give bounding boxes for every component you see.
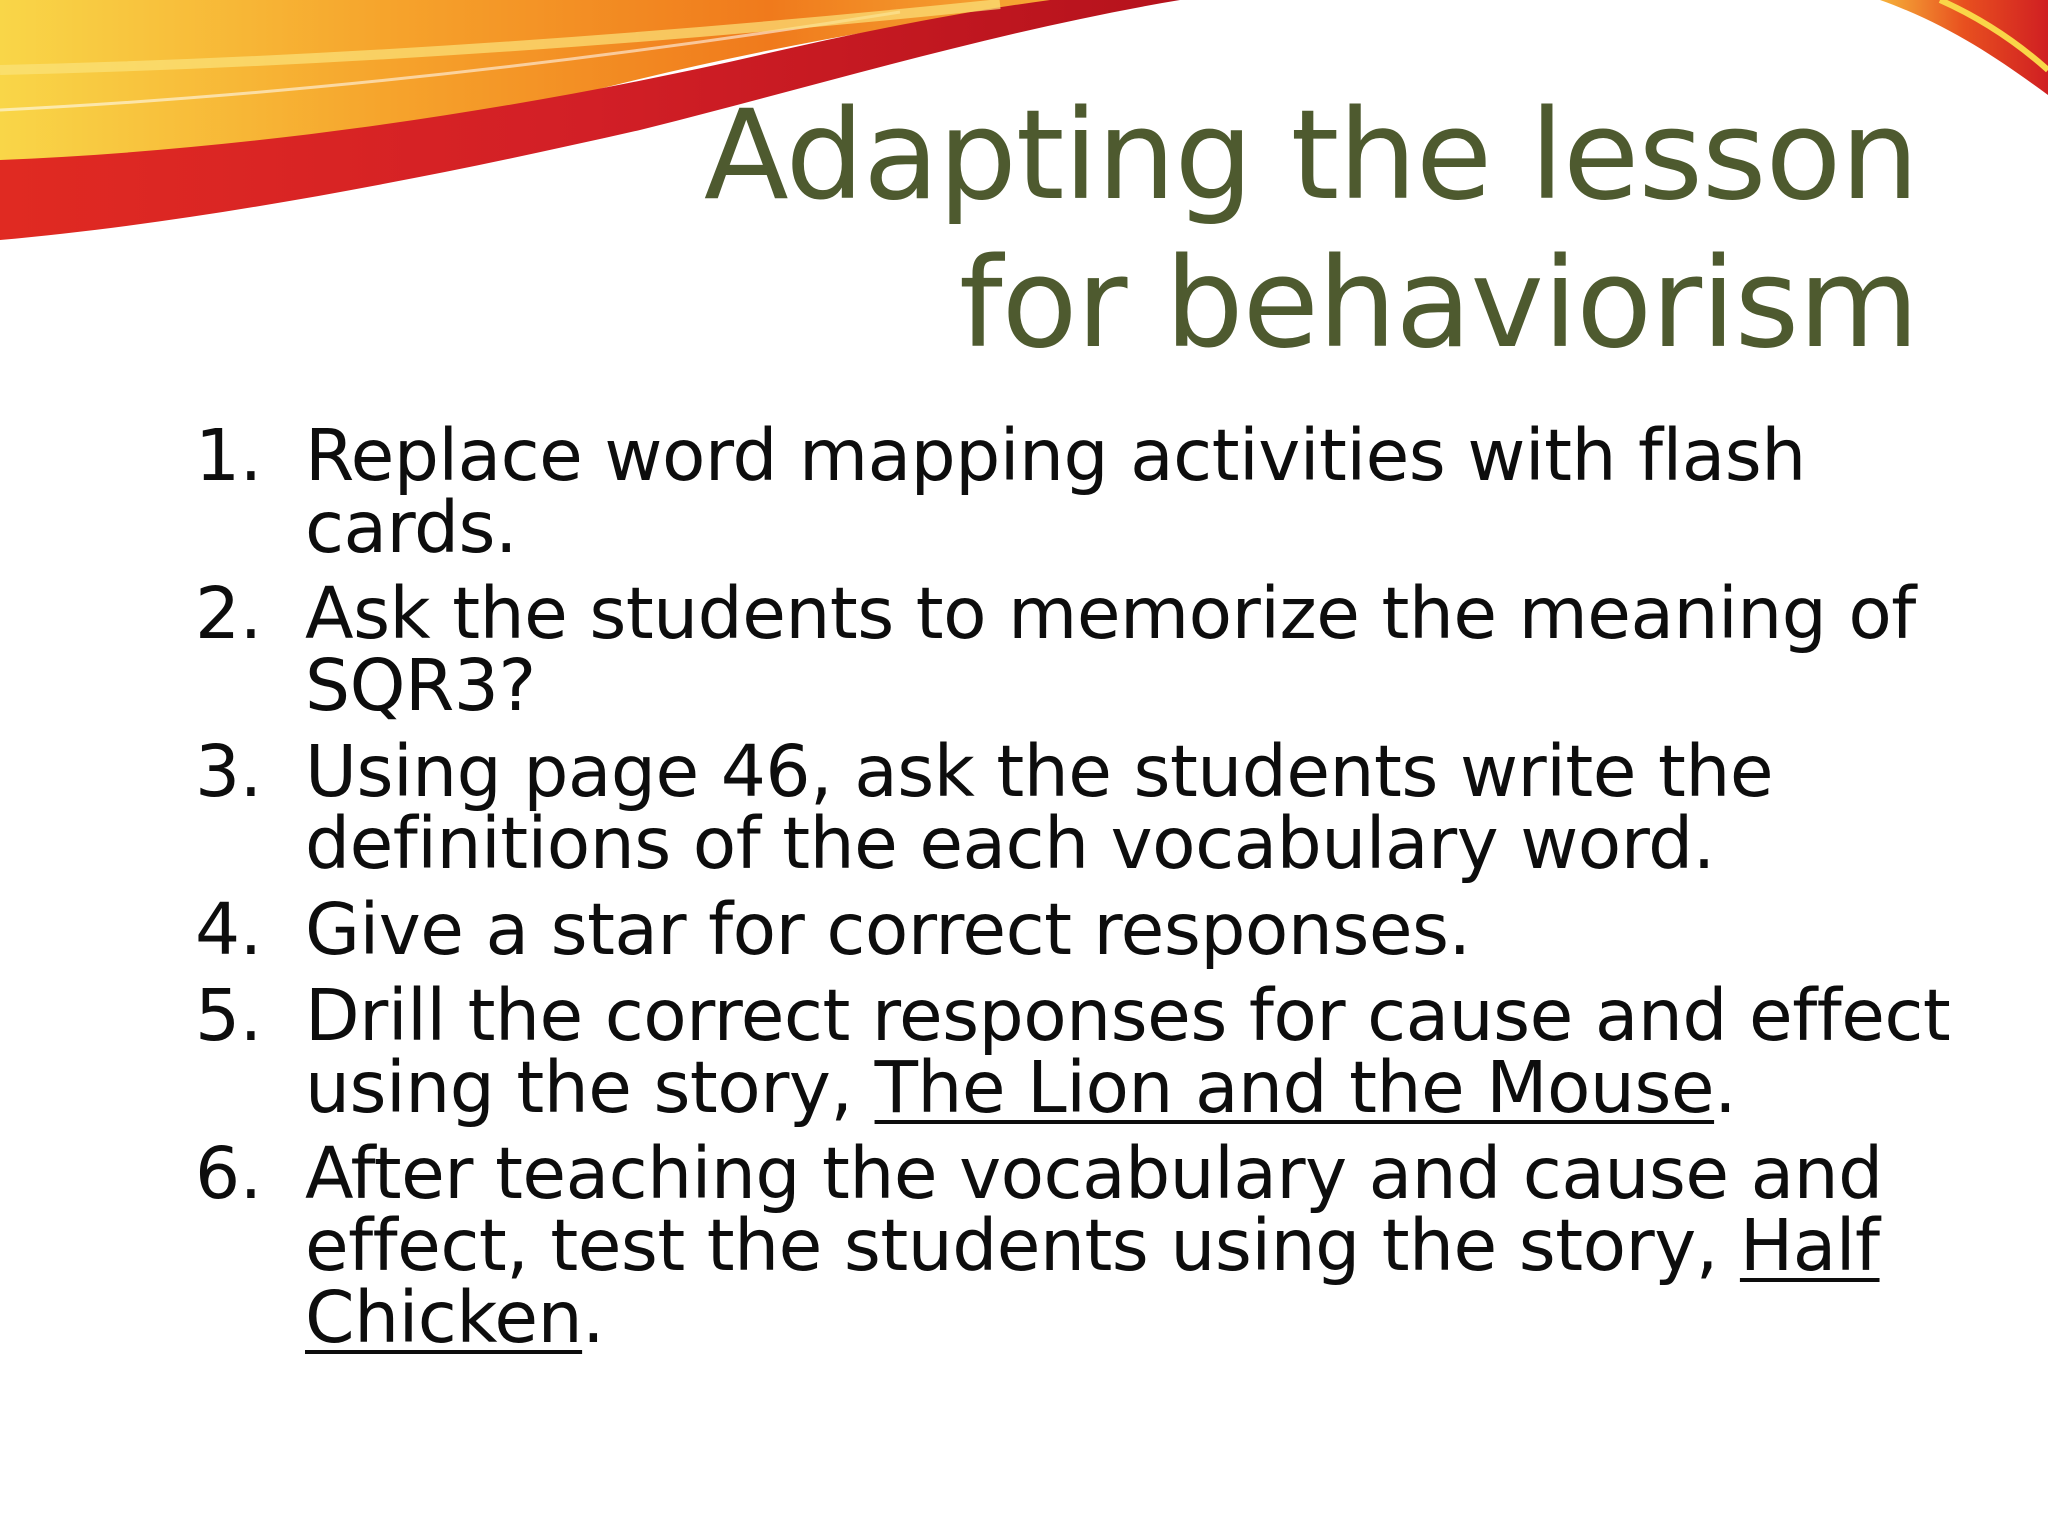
item-text: After teaching the vocabulary and cause and effect, test the students using the story,	[305, 1132, 1883, 1287]
item-text: Drill the correct responses for cause and effect using the story,	[305, 974, 1951, 1129]
item-number: 6.	[195, 1132, 262, 1215]
item-number: 3.	[195, 730, 262, 813]
list-item-1	[195, 414, 1955, 569]
item-number: 4.	[195, 888, 262, 971]
adaptation-steps-list	[195, 414, 1955, 1368]
item-text: Using page 46, ask the students write the definitions of the each vocabulary word.	[305, 730, 1774, 885]
item-text: Give a star for correct responses.	[305, 888, 1471, 971]
title-line-1: Adapting the lesson	[703, 84, 1918, 228]
story-title-half-chicken: Half Chicken	[305, 1204, 1880, 1359]
item-number: 5.	[195, 974, 262, 1057]
item-end-punct: .	[582, 1276, 605, 1359]
item-number: 1.	[195, 414, 262, 497]
story-title-lion-and-mouse: The Lion and the Mouse	[874, 1046, 1715, 1129]
list-item-3	[195, 730, 1955, 885]
item-number: 2.	[195, 572, 262, 655]
list-item-5	[195, 974, 1955, 1129]
item-end-punct: .	[1714, 1046, 1737, 1129]
slide-title	[704, 82, 1918, 378]
list-item-4	[195, 888, 1955, 971]
list-item-2	[195, 572, 1955, 727]
item-text: Replace word mapping activities with flash cards.	[305, 414, 1806, 569]
list-item-6	[195, 1132, 1955, 1359]
item-text: Ask the students to memorize the meaning of SQR3?	[305, 572, 1916, 727]
title-line-2: for behaviorism	[958, 232, 1918, 376]
